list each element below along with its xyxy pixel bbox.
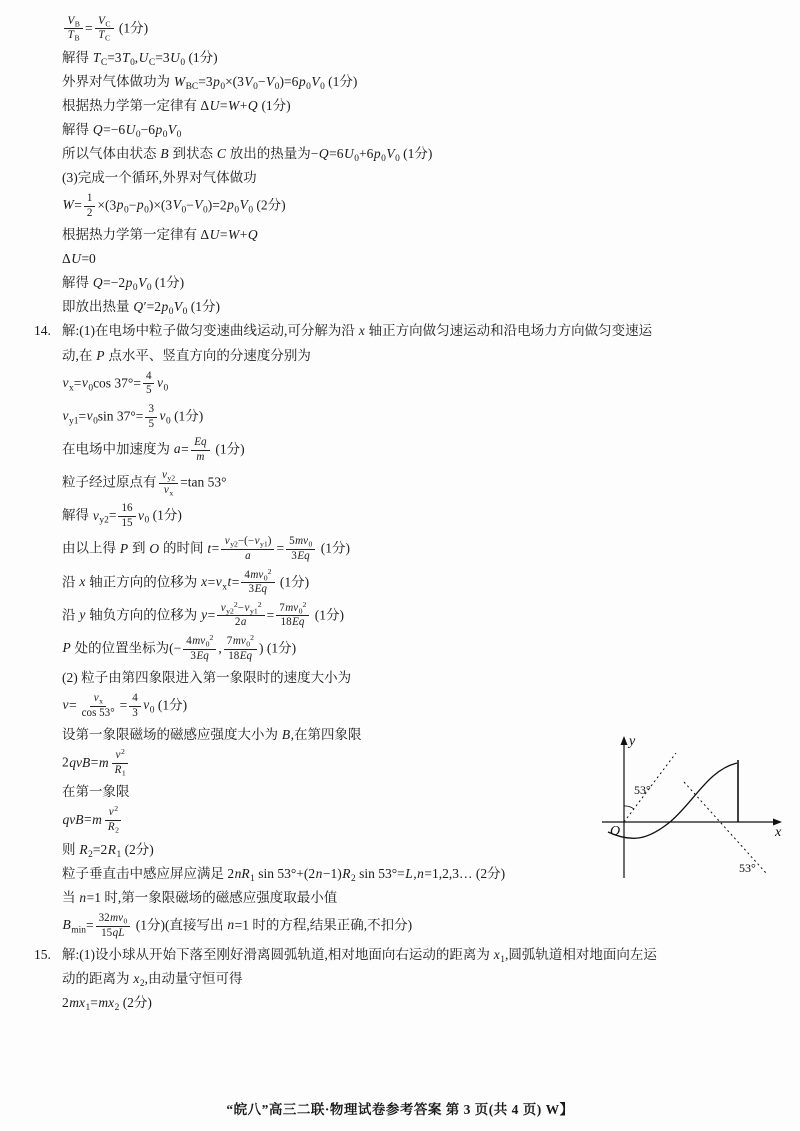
trajectory-figure bbox=[596, 730, 786, 882]
fraction: $\frac{4mv_0^2}{3Eq}$ bbox=[241, 569, 274, 598]
answer-line: 2qvB=m $\frac{v^2}{R_1}$ bbox=[62, 749, 774, 778]
fraction: $\frac{5mv_0}{3Eq}$ bbox=[286, 535, 315, 564]
answer-line: 沿 x 轴正方向的位移为 $x=v_xt=$ $\frac{4mv_0^2}{3Eq}$ (1分) bbox=[62, 566, 310, 596]
fraction: $\frac{16}{15}$ bbox=[118, 502, 135, 531]
answer-line: (3)完成一个循环,外界对气体做功 bbox=[62, 169, 257, 185]
fraction: $\frac{v_{y2}-(-v_{y1})}{a}$ bbox=[221, 535, 274, 564]
answer-line: qvB=m $\frac{v^2}{R_2}$ bbox=[62, 806, 774, 835]
fraction: $\frac{V_B}{T_B}$ bbox=[64, 15, 83, 44]
answer-line: 动,在 P 点水平、竖直方向的分速度分别为 bbox=[62, 347, 311, 363]
answer-line: v= $\frac{v_x}{\cos 53^\circ}$ = $\frac{4}{3}$ $v_0$ (1分) bbox=[62, 692, 188, 719]
fraction: $\frac{4}{3}$ bbox=[129, 692, 141, 721]
answer-line: $v_{y1}=v_0\sin$ 37°= $\frac{3}{5}$ $v_0$ (1分) bbox=[62, 402, 204, 430]
answer-line: 在电场中加速度为 a= $\frac{Eq}{m}$ (1分) bbox=[62, 435, 245, 463]
trajectory-figure-svg bbox=[596, 730, 786, 882]
answer-line: 15. 解:(1)设小球从开始下落至刚好滑离圆弧轨道,相对地面向右运动的距离为 $x_1$,圆弧轨道相对地面向左运 bbox=[34, 946, 657, 965]
answer-line: 设第一象限磁场的磁感应强度大小为 B,在第四象限 bbox=[62, 727, 362, 743]
x-axis-label: x bbox=[775, 825, 782, 840]
answer-line: $2mx_1=mx_2$ (2分) bbox=[62, 995, 152, 1013]
y-axis-arrow bbox=[621, 736, 628, 745]
answer-line: $\frac{V_B}{T_B}$ = $\frac{V_C}{T_C}$ (1分) bbox=[62, 15, 774, 44]
fraction: $\frac{1}{2}$ bbox=[84, 192, 96, 221]
fraction: $\frac{32mv_0}{15qL}$ bbox=[96, 912, 131, 941]
answer-line: 根据热力学第一定律有 ΔU=W+Q (1分) bbox=[62, 97, 291, 113]
origin-label: O bbox=[610, 824, 621, 839]
fraction: $\frac{7mv_0^2}{18Eq}$ bbox=[276, 602, 309, 631]
angle-arc bbox=[624, 806, 634, 809]
answer-line: 14. 解:(1)在电场中粒子做匀变速曲线运动,可分解为沿 x 轴正方向做匀速运动和沿电场力方向做匀变速运 bbox=[62, 321, 774, 341]
answer-line: 动的距离为 $x_2$,由动量守恒可得 bbox=[62, 971, 243, 989]
answer-line: $v_x=v_0\cos$ 37°= $\frac{4}{5}$ $v_0$ bbox=[62, 369, 169, 397]
angle-label-bottom: 53° bbox=[739, 861, 756, 875]
answer-line: (2) 粒子由第四象限进入第一象限时的速度大小为 bbox=[62, 669, 352, 685]
answer-line: 由以上得 P 到 O 的时间 t= $\frac{v_{y2}-(-v_{y1})}{a}$ = $\frac{5mv_0}{3Eq}$ (1分) bbox=[62, 535, 350, 563]
answer-line: 当 n=1 时,第一象限磁场的磁感应强度取最小值 bbox=[62, 889, 338, 905]
answer-line: 解得 $T_C=3T_0,U_C=3U_0$ (1分) bbox=[62, 49, 218, 68]
velocity-dashed-line-bottom bbox=[684, 782, 766, 873]
angle-label-top: 53° bbox=[634, 783, 651, 797]
fraction: $\frac{4mv_0^2}{3Eq}$ bbox=[183, 635, 216, 664]
fraction: $\frac{v^2}{R_1}$ bbox=[111, 749, 129, 778]
fraction: $\frac{v_{y2}}{v_x}$ bbox=[159, 469, 179, 498]
y-axis-label: y bbox=[629, 734, 636, 749]
item-number: 15. bbox=[34, 946, 51, 962]
answer-line: ΔU=0 bbox=[62, 251, 96, 267]
answer-line: 粒子经过原点有 $\frac{v_{y2}}{v_x}$ =tan 53° bbox=[62, 469, 227, 498]
answer-line: 在第一象限 bbox=[62, 784, 130, 800]
answer-line: 沿 y 轴负方向的位移为 y= $\frac{v_{y2}^2-v_{y1}^2}{2a}$ = $\frac{7mv_0^2}{18Eq}$ (1分) bbox=[62, 599, 344, 629]
fraction: $\frac{v_{y2}^2-v_{y1}^2}{2a}$ bbox=[217, 602, 264, 631]
answer-line: 解得 $v_{y2}=$ $\frac{16}{15}$ $v_0$ (1分) bbox=[62, 502, 182, 530]
fraction: $\frac{3}{5}$ bbox=[145, 403, 157, 432]
answer-line: 粒子垂直击中感应屏应满足 $2nR_1$ $\sin 53^\circ+(2n-1)R_2$ sin 53°=L,n=1,2,3… (2分) bbox=[62, 865, 506, 884]
trajectory-curve bbox=[608, 763, 737, 838]
item-number: 14. bbox=[34, 323, 51, 339]
fraction: $\frac{v_x}{\cos 53^\circ}$ bbox=[81, 692, 115, 719]
answer-line: $B_{min}=$ $\frac{32mv_0}{15qL}$ (1分)(直接写出 n=1 时的方程,结果正确,不扣分) bbox=[62, 911, 413, 939]
answer-line: 即放出热量 $Q'=2p_0V_0$ (1分) bbox=[62, 299, 221, 318]
fraction: $\frac{7mv_0^2}{18Eq}$ bbox=[224, 635, 257, 664]
page-footer: “皖八”高三二联·物理试卷参考答案 第 3 页(共 4 页) W】 bbox=[226, 1102, 574, 1117]
answer-line: P 处的位置坐标为(− $\frac{4mv_0^2}{3Eq}$ , $\frac{7mv_0^2}{18Eq}$ ) (1分) bbox=[62, 632, 297, 662]
answer-line: 解得 $Q=-6U_0-6p_0V_0$ bbox=[62, 121, 182, 140]
answer-line: 外界对气体做功为 $W_{BC}=3p_0\times(3V_0-V_0)=6p_0V_0$ (1分) bbox=[62, 73, 358, 92]
answer-line: 根据热力学第一定律有 ΔU=W+Q bbox=[62, 227, 258, 243]
answer-line: 所以气体由状态 B 到状态 C 放出的热量为$-Q=6U_0+6p_0V_0$ (1分) bbox=[62, 145, 433, 164]
fraction: $\frac{Eq}{m}$ bbox=[191, 436, 210, 465]
fraction: $\frac{v^2}{R_2}$ bbox=[104, 806, 122, 835]
answer-line: 解得 $Q=-2p_0V_0$ (1分) bbox=[62, 275, 185, 294]
answer-line: 则 $R_2=2R_1$ (2分) bbox=[62, 841, 154, 860]
fraction: $\frac{V_C}{T_C}$ bbox=[95, 15, 114, 44]
answer-line: W= $\frac{1}{2}$ $\times(3p_0-p_0)\times(3V_0-V_0)=2p_0V_0$ (2分) bbox=[62, 192, 286, 219]
fraction: $\frac{4}{5}$ bbox=[143, 370, 155, 399]
